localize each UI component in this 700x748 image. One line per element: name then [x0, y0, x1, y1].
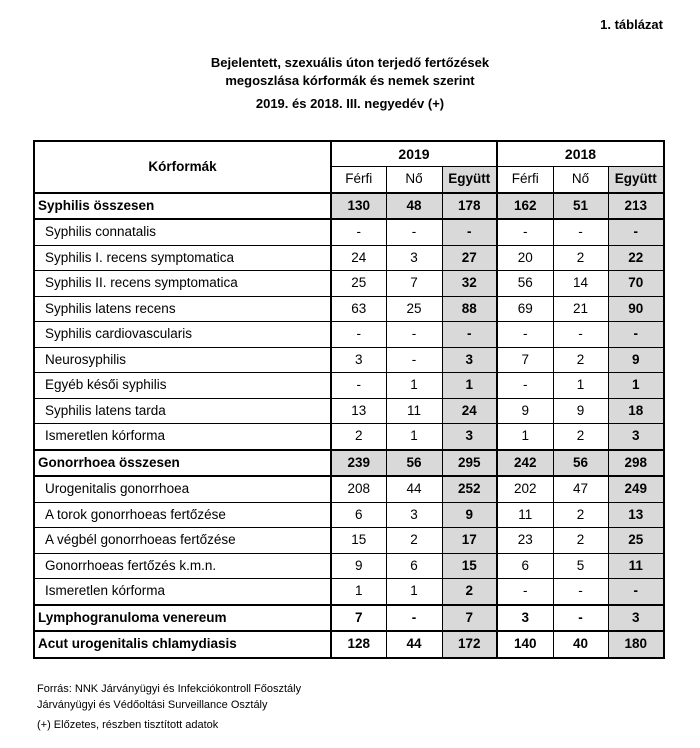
table-cell: 213: [608, 193, 664, 220]
table-cell: 9: [331, 553, 386, 579]
row-label: Lymphogranuloma venereum: [34, 605, 331, 632]
table-row: [34, 373, 664, 399]
table-cell: 48: [386, 193, 442, 220]
table-cell: 172: [442, 631, 497, 658]
table-cell: 11: [608, 553, 664, 579]
table-cell: 295: [442, 450, 497, 477]
table-cell: 70: [608, 271, 664, 297]
table-cell: 27: [442, 245, 497, 271]
table-row: [34, 322, 664, 348]
table-cell: 180: [608, 631, 664, 658]
table-cell: 18: [608, 398, 664, 424]
row-label: Syphilis cardiovascularis: [34, 322, 331, 348]
table-cell: 2: [553, 347, 608, 373]
table-cell: 3: [442, 347, 497, 373]
col-header-korformak: Kórformák: [34, 141, 331, 193]
table-cell: 7: [386, 271, 442, 297]
table-cell: 47: [553, 476, 608, 502]
table-cell: 178: [442, 193, 497, 220]
table-cell: 9: [442, 502, 497, 528]
row-label: Ismeretlen kórforma: [34, 424, 331, 450]
table-cell: 51: [553, 193, 608, 220]
table-cell: -: [386, 322, 442, 348]
table-cell: -: [497, 373, 553, 399]
table-cell: 17: [442, 528, 497, 554]
table-cell: 22: [608, 245, 664, 271]
table-cell: 7: [497, 347, 553, 373]
subheader-cell: Férfi: [331, 167, 386, 193]
table-row: [34, 193, 664, 220]
row-label: Neurosyphilis: [34, 347, 331, 373]
table-number: 1. táblázat: [600, 17, 663, 32]
table-row: [34, 347, 664, 373]
table-cell: 25: [386, 296, 442, 322]
table-cell: -: [386, 605, 442, 632]
table-cell: 242: [497, 450, 553, 477]
table-cell: -: [608, 322, 664, 348]
table-row: [34, 424, 664, 450]
table-cell: 3: [497, 605, 553, 632]
table-cell: 20: [497, 245, 553, 271]
table-cell: 25: [331, 271, 386, 297]
source-line-1: Forrás: NNK Járványügyi és Infekciókontroll Főosztály: [37, 683, 302, 695]
table-cell: -: [331, 373, 386, 399]
data-table: [33, 140, 665, 659]
table-cell: 44: [386, 631, 442, 658]
row-label: Urogenitalis gonorrhoea: [34, 476, 331, 502]
table-cell: 9: [608, 347, 664, 373]
table-body: [34, 193, 664, 658]
table-cell: 162: [497, 193, 553, 220]
table-cell: -: [442, 219, 497, 245]
table-cell: 239: [331, 450, 386, 477]
table-cell: 2: [553, 528, 608, 554]
table-cell: 1: [386, 373, 442, 399]
table-cell: 6: [331, 502, 386, 528]
table-row: [34, 398, 664, 424]
table-cell: 1: [442, 373, 497, 399]
table-cell: 63: [331, 296, 386, 322]
table-cell: 90: [608, 296, 664, 322]
row-label: Syphilis II. recens symptomatica: [34, 271, 331, 297]
table-row: [34, 219, 664, 245]
table-cell: -: [386, 347, 442, 373]
table-cell: -: [608, 219, 664, 245]
table-cell: 249: [608, 476, 664, 502]
row-label: Syphilis I. recens symptomatica: [34, 245, 331, 271]
table-cell: -: [331, 219, 386, 245]
subheader-cell: Együtt: [608, 167, 664, 193]
table-row: [34, 502, 664, 528]
table-cell: 15: [331, 528, 386, 554]
table-cell: 2: [553, 245, 608, 271]
row-label: Gonorrhoeas fertőzés k.m.n.: [34, 553, 331, 579]
table-cell: 140: [497, 631, 553, 658]
row-label: Gonorrhoea összesen: [34, 450, 331, 477]
row-label: Acut urogenitalis chlamydiasis: [34, 631, 331, 658]
table-row: [34, 528, 664, 554]
table-cell: 3: [608, 605, 664, 632]
table-cell: -: [497, 322, 553, 348]
table-row: [34, 579, 664, 605]
table-cell: -: [497, 579, 553, 605]
table-cell: 208: [331, 476, 386, 502]
table-row: [34, 605, 664, 632]
table-cell: 1: [331, 579, 386, 605]
table-cell: 23: [497, 528, 553, 554]
table-cell: 15: [442, 553, 497, 579]
table-cell: -: [386, 219, 442, 245]
table-cell: 13: [331, 398, 386, 424]
table-cell: 2: [331, 424, 386, 450]
title-line-3: 2019. és 2018. III. negyedév (+): [255, 96, 445, 111]
table-cell: 1: [553, 373, 608, 399]
table-cell: -: [553, 322, 608, 348]
table-cell: 7: [331, 605, 386, 632]
table-cell: 32: [442, 271, 497, 297]
col-header-year-2018: 2018: [497, 141, 664, 167]
table-cell: -: [331, 322, 386, 348]
title-line-2: megoszlása kórformák és nemek szerint: [225, 73, 475, 88]
table-cell: 202: [497, 476, 553, 502]
subheader-cell: Együtt: [442, 167, 497, 193]
table-cell: 25: [608, 528, 664, 554]
table-cell: -: [497, 219, 553, 245]
table-cell: -: [553, 605, 608, 632]
table-cell: 11: [386, 398, 442, 424]
table-cell: 24: [331, 245, 386, 271]
table-cell: 1: [386, 424, 442, 450]
table-cell: 44: [386, 476, 442, 502]
table-cell: -: [553, 219, 608, 245]
table-cell: 14: [553, 271, 608, 297]
table-cell: 56: [386, 450, 442, 477]
table-cell: 128: [331, 631, 386, 658]
row-label: Syphilis latens tarda: [34, 398, 331, 424]
table-cell: 2: [442, 579, 497, 605]
row-label: A torok gonorrhoeas fertőzése: [34, 502, 331, 528]
table-cell: 9: [497, 398, 553, 424]
table-cell: 3: [386, 502, 442, 528]
table-cell: 2: [553, 424, 608, 450]
table-row: [34, 245, 664, 271]
table-cell: 56: [497, 271, 553, 297]
table-cell: 24: [442, 398, 497, 424]
table-cell: 298: [608, 450, 664, 477]
table-row: [34, 271, 664, 297]
table-cell: 56: [553, 450, 608, 477]
table-cell: 2: [553, 502, 608, 528]
subheader-cell: Nő: [386, 167, 442, 193]
table-cell: 2: [386, 528, 442, 554]
table-row: [34, 553, 664, 579]
table-cell: 1: [608, 373, 664, 399]
row-label: A végbél gonorrhoeas fertőzése: [34, 528, 331, 554]
table-cell: 1: [497, 424, 553, 450]
table-cell: 3: [608, 424, 664, 450]
table-row: [34, 631, 664, 658]
table-row: [34, 296, 664, 322]
table-cell: 7: [442, 605, 497, 632]
row-label: Syphilis latens recens: [34, 296, 331, 322]
table-cell: 252: [442, 476, 497, 502]
subheader-cell: Nő: [553, 167, 608, 193]
table-cell: 5: [553, 553, 608, 579]
table-cell: 3: [331, 347, 386, 373]
table-row: [34, 450, 664, 477]
table-cell: 3: [386, 245, 442, 271]
row-label: Ismeretlen kórforma: [34, 579, 331, 605]
subheader-cell: Férfi: [497, 167, 553, 193]
table-cell: 9: [553, 398, 608, 424]
title-line-1: Bejelentett, szexuális úton terjedő fertőzések: [210, 55, 490, 70]
table-cell: 21: [553, 296, 608, 322]
col-header-year-2019: 2019: [331, 141, 497, 167]
row-label: Syphilis connatalis: [34, 219, 331, 245]
table-cell: 69: [497, 296, 553, 322]
table-cell: 130: [331, 193, 386, 220]
table-cell: -: [442, 322, 497, 348]
source-line-2: Járványügyi és Védőoltási Surveillance Osztály: [37, 699, 268, 711]
row-label: Syphilis összesen: [34, 193, 331, 220]
footnote: (+) Előzetes, részben tisztított adatok: [37, 719, 219, 731]
table-cell: 88: [442, 296, 497, 322]
table-cell: -: [553, 579, 608, 605]
table-cell: 6: [497, 553, 553, 579]
table-cell: 11: [497, 502, 553, 528]
table-cell: 40: [553, 631, 608, 658]
table-cell: 3: [442, 424, 497, 450]
row-label: Egyéb késői syphilis: [34, 373, 331, 399]
table-cell: 13: [608, 502, 664, 528]
table-row: [34, 476, 664, 502]
table-cell: -: [608, 579, 664, 605]
table-cell: 1: [386, 579, 442, 605]
table-cell: 6: [386, 553, 442, 579]
